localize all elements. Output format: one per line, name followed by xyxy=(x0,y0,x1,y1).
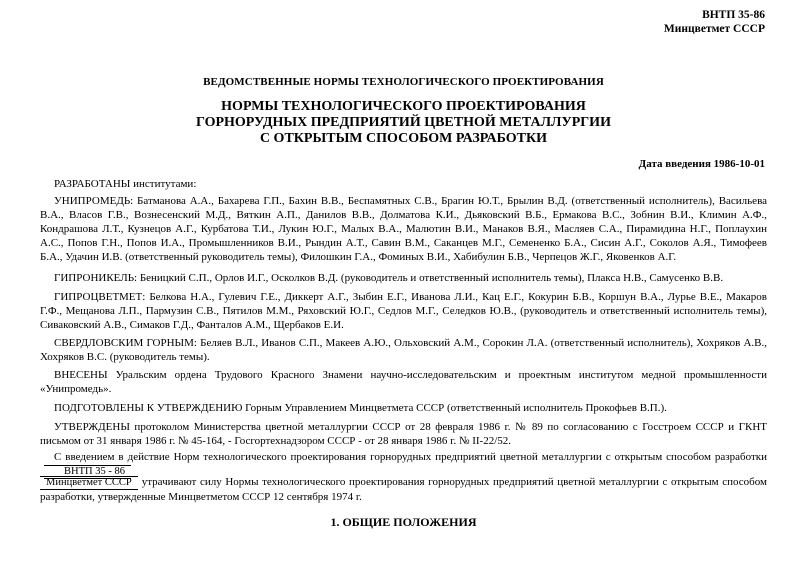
developed-by-paragraph: РАЗРАБОТАНЫ институтами: xyxy=(54,178,197,190)
section-1-heading: 1. ОБЩИЕ ПОЛОЖЕНИЯ xyxy=(330,515,477,529)
title-line-3: С ОТКРЫТЫМ СПОСОБОМ РАЗРАБОТКИ xyxy=(259,131,548,146)
enactment-text: С введением в действие Норм технологического проектирования горнорудных предприятий цветной металлургии с открытым способом разработки xyxy=(54,451,767,463)
document-code-stamp: ВНТП 35 - 86 xyxy=(44,465,131,479)
issuing-ministry: Минцветмет СССР xyxy=(663,23,765,35)
sverdlovsk-authors-paragraph: СВЕРДЛОВСКИМ ГОРНЫМ: Беляев В.Л., Иванов С.П., Макеев А.Ю., Ольховский А.М., Сорокин Л.А. (ответственный исполнитель), Хохряков А.В., Хохряков В.С. (руководитель темы). xyxy=(40,337,767,363)
giproniquel-authors-paragraph: ГИПРОНИКЕЛЬ: Беницкий С.П., Орлов И.Г., Осколков В.Д. (руководитель и ответственный исполнитель темы), Плакса Н.В., Самусенко В.В. xyxy=(54,272,724,284)
giprotsvetmet-authors-paragraph: ГИПРОЦВЕТМЕТ: Белкова Н.А., Гулевич Г.Е., Диккерт А.Г., Зыбин Е.Г., Иванова Л.И., Кац Е.Г., Кокурин Б.В., Коршун В.А., Лурье В.Е., Макаров Г.Ф., Мещанова Л.П., Пармузин С.В., Пятилов М.М., Ряховский Ю.Г., Седлов М.Г., Селедков Ю.В., (руководитель и ответственный исполнитель темы), Сиваковский А.В., Симаков Г.Д., Фанталов А.М., Щербаков Е.И. xyxy=(40,291,767,331)
introduced-by-paragraph: ВНЕСЕНЫ Уральским ордена Трудового Красного Знамени научно-исследовательским и проектным институтом медной промышленности «Унипромедь». xyxy=(40,369,767,395)
title-line-1: НОРМЫ ТЕХНОЛОГИЧЕСКОГО ПРОЕКТИРОВАНИЯ xyxy=(221,99,586,114)
ministry-stamp: Минцветмет СССР xyxy=(40,476,138,490)
document-code-block xyxy=(664,8,765,36)
enactment-end-text: утрачивают силу Нормы технологического проектирования горнорудных предприятий цветной металлургии с открытым способом разработки, утвержденные Минцветметом СССР 12 сентября 1974 г. xyxy=(40,476,767,503)
introduction-date: Дата введения 1986-10-01 xyxy=(638,158,765,170)
approved-by-paragraph: УТВЕРЖДЕНЫ протоколом Министерства цветной металлургии СССР от 28 февраля 1986 г. № 89 по согласованию с Госстроем СССР и ГКНТ письмом от 31 января 1986 г. № 45-164, - Госгортехнадзором СССР - от 28 января 1986 г. № II-22/52. xyxy=(40,421,767,447)
prepared-by-paragraph: ПОДГОТОВЛЕНЫ К УТВЕРЖДЕНИЮ Горным Управлением Минцветмета СССР (ответственный исполнитель Прокофьев В.П.). xyxy=(54,402,667,414)
unipromed-authors-paragraph: УНИПРОМЕДЬ: Батманова А.А., Бахарева Г.П., Бахин В.В., Беспамятных С.В., Брагин Ю.Т., Брылин В.Д. (ответственный исполнитель), Васильева В.А., Власов Г.В., Вознесенский М.Д., Вяткин А.П., Данилов В.В., Долматова К.И., Дьяковский В.Б., Ермакова В.С., Зобнин В.И., Климин А.Ф., Кондрашова Л.Т., Кузнецов А.Г., Курбатова Т.И., Лукин Ю.Г., Малых В.А., Малютин В.И., Манаков В.Я., Масляев С.А., Пирамидина Н.Г., Поплаухин А.С., Попов Г.Н., Попов И.А., Промышленников В.И., Рындин А.Т., Савин В.М., Саканцев М.Г., Семененко Б.А., Сисин А.Г., Соколов А.Я., Тимофеев Б.А., Удачин И.В. (ответственный руководитель темы), Филошкин Г.А., Фоминых В.И., Хабибулин Б.В., Черпецов Ж.Г., Яковенков А.Г. xyxy=(40,195,767,263)
document-code: ВНТП 35-86 xyxy=(702,9,765,21)
departmental-norms-heading: ВЕДОМСТВЕННЫЕ НОРМЫ ТЕХНОЛОГИЧЕСКОГО ПРОЕКТИРОВАНИЯ xyxy=(203,76,604,88)
enactment-paragraph-end xyxy=(40,475,767,504)
title-line-2: ГОРНОРУДНЫХ ПРЕДПРИЯТИЙ ЦВЕТНОЙ МЕТАЛЛУРГИИ xyxy=(196,115,611,130)
document-title xyxy=(40,99,767,147)
